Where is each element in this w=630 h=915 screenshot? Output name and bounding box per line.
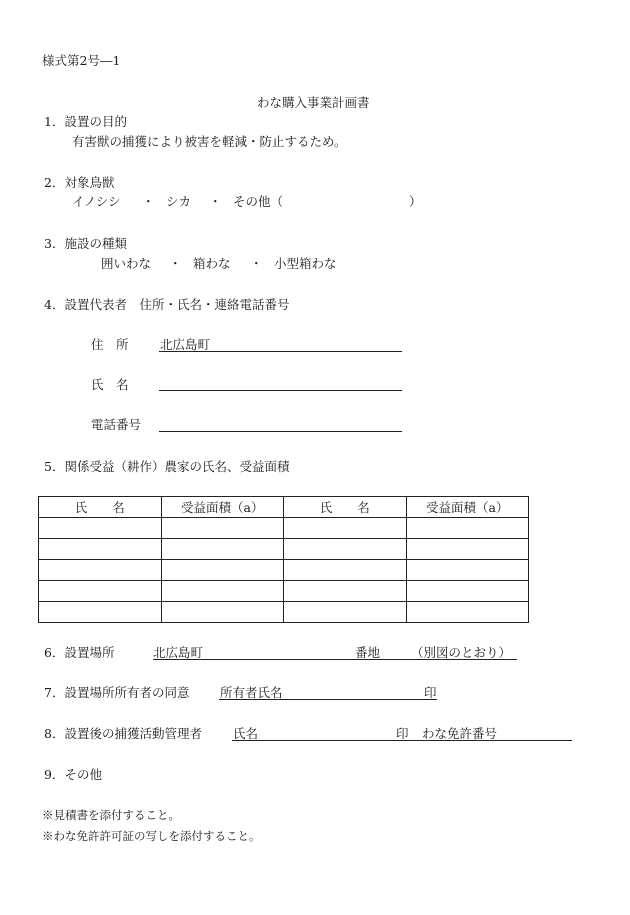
table-row — [39, 581, 529, 602]
column-header-name: 氏 名 — [284, 497, 407, 518]
name-underline — [159, 390, 402, 391]
table-row — [39, 518, 529, 539]
section-7-heading: 7．設置場所所有者の同意 — [44, 685, 190, 700]
address-field[interactable]: 北広島町 — [160, 337, 211, 352]
table-row — [39, 560, 529, 581]
note-estimate: ※見積書を添付すること。 — [42, 808, 180, 822]
phone-field[interactable] — [160, 416, 400, 430]
table-cell[interactable] — [161, 518, 284, 539]
section-4-heading: 4．設置代表者 住所・氏名・連絡電話番号 — [44, 297, 290, 312]
table-cell[interactable] — [39, 602, 162, 623]
table-cell[interactable] — [161, 581, 284, 602]
table-cell[interactable] — [406, 560, 529, 581]
table-cell[interactable] — [406, 602, 529, 623]
table-cell[interactable] — [39, 539, 162, 560]
document-title: わな購入事業計画書 — [257, 95, 370, 110]
location-town: 北広島町 — [153, 645, 204, 660]
option-other-close: ） — [409, 194, 422, 209]
table-cell[interactable] — [284, 539, 407, 560]
section-2-heading: 2．対象鳥獣 — [44, 175, 115, 190]
option-hako-wana: 箱わな — [193, 256, 231, 271]
name-field[interactable] — [160, 376, 400, 390]
table-cell[interactable] — [406, 539, 529, 560]
table-cell[interactable] — [406, 581, 529, 602]
table-cell[interactable] — [284, 560, 407, 581]
separator-dot: ・ — [209, 194, 222, 209]
section-5-heading: 5．関係受益（耕作）農家の氏名、受益面積 — [44, 459, 290, 474]
table-cell[interactable] — [161, 602, 284, 623]
section-1-body: 有害獣の捕獲により被害を軽減・防止するため。 — [72, 134, 347, 149]
trap-license-label: わな免許番号 — [422, 726, 498, 741]
table-cell[interactable] — [284, 581, 407, 602]
note-license-copy: ※わな免許許可証の写しを添付すること。 — [42, 829, 261, 843]
table-cell[interactable] — [39, 518, 162, 539]
table-cell[interactable] — [284, 602, 407, 623]
location-map-note: （別図のとおり） — [411, 645, 512, 660]
column-header-area: 受益面積（a） — [161, 497, 284, 518]
section-6-heading: 6．設置場所 — [44, 645, 115, 660]
table-cell[interactable] — [39, 581, 162, 602]
column-header-name: 氏 名 — [39, 497, 162, 518]
owner-name-label: 所有者氏名 — [220, 685, 283, 700]
column-header-area: 受益面積（a） — [406, 497, 529, 518]
location-banchi: 番地 — [355, 645, 381, 660]
phone-underline — [159, 431, 402, 432]
table-cell[interactable] — [161, 539, 284, 560]
form-number: 様式第2号―1 — [42, 53, 121, 68]
manager-seal-mark: 印 — [396, 726, 409, 741]
option-shika: シカ — [166, 194, 192, 209]
table-cell[interactable] — [39, 560, 162, 581]
section-8-heading: 8．設置後の捕獲活動管理者 — [44, 726, 202, 741]
section-1-heading: 1．設置の目的 — [44, 114, 127, 129]
separator-dot: ・ — [169, 256, 182, 271]
table-row — [39, 602, 529, 623]
section-9-heading: 9．その他 — [44, 767, 102, 782]
owner-seal-mark: 印 — [424, 685, 437, 700]
table-header-row — [39, 497, 529, 518]
address-label: 住 所 — [91, 337, 129, 352]
phone-label: 電話番号 — [91, 417, 142, 432]
table-cell[interactable] — [406, 518, 529, 539]
option-other-open: その他（ — [233, 194, 284, 209]
separator-dot: ・ — [142, 194, 155, 209]
table-row — [39, 539, 529, 560]
separator-dot: ・ — [250, 256, 263, 271]
option-inoshishi: イノシシ — [72, 194, 121, 209]
table-cell[interactable] — [284, 518, 407, 539]
manager-name-label: 氏名 — [233, 726, 259, 741]
option-kogata-hako-wana: 小型箱わな — [274, 256, 337, 271]
table-cell[interactable] — [161, 560, 284, 581]
option-kakoi-wana: 囲いわな — [101, 256, 152, 271]
beneficiary-table — [38, 496, 529, 623]
name-label: 氏 名 — [91, 377, 129, 392]
section-3-heading: 3．施設の種類 — [44, 236, 127, 251]
